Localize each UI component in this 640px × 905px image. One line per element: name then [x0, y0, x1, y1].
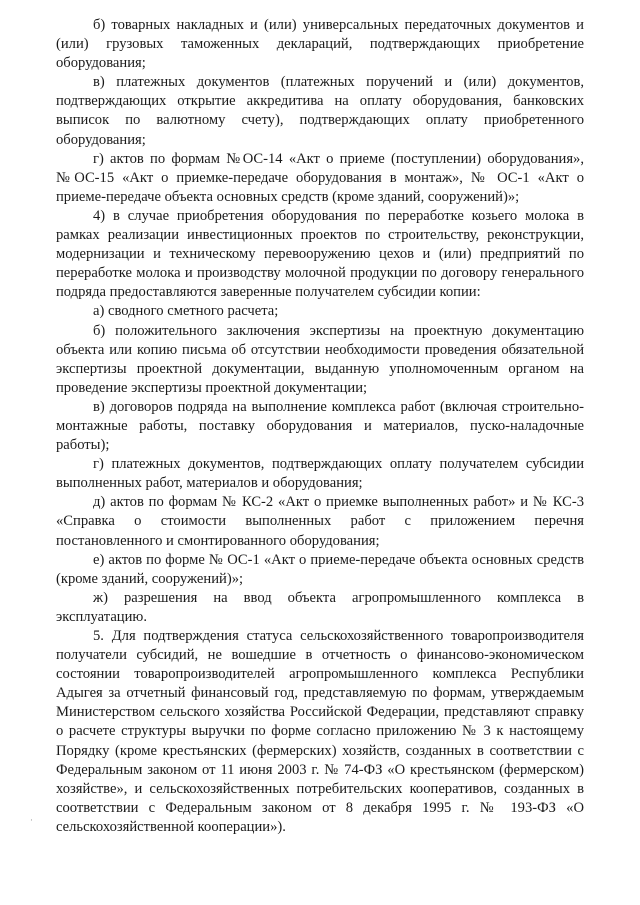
paragraph-b-expertise: б) положительного заключения экспертизы на проектную документацию объекта или копию письма об отсутствии необходимости проведения обязательной экспертизы проектной документации, выданную уполномоченным органом на проведение экспертизы проектной документации; — [56, 322, 584, 396]
paragraph-e-act-os1: е) актов по форме № ОС-1 «Акт о приеме-передаче объекта основных средств (кроме зданий, сооружений)»; — [56, 551, 584, 587]
paragraph-g-payment-works: г) платежных документов, подтверждающих оплату получателем субсидии выполненных работ, материалов и оборудования; — [56, 456, 584, 492]
scan-speck: · — [30, 816, 33, 826]
paragraph-v-contracts: в) договоров подряда на выполнение комплекса работ (включая строительно-монтажные работы, поставку оборудования и материалов, пуско-наладочные работы); — [56, 398, 584, 454]
paragraph-4-general-contract: 4) в случае приобретения оборудования по переработке козьего молока в рамках реализации инвестиционных проектов по строительству, реконструкции, модернизации и техническому перевооружению цехов и (или) предприятий по переработке молока и производству молочной продукции по договору генерального подряда предоставляются заверенные получателем субсидии копии: — [56, 207, 584, 301]
paragraph-5-status-confirmation: 5. Для подтверждения статуса сельскохозяйственного товаропроизводителя получатели субсидий, не вошедшие в отчетность о финансово-экономическом состоянии товаропроизводителей агропромышленного комплекса Республики Адыгея за отчетный финансовый год, представляемую по формам, утверждаемым Министерством сельского хозяйства Российской Федерации, представляют справку о расчете структуры выручки по форме согласно приложению № 3 к настоящему Порядку (кроме крестьянских (фермерских) хозяйств, созданных в соответствии с Федеральным законом от 11 июня 2003 г. № 74-ФЗ «О крестьянском (фермерском) хозяйстве», и сельскохозяйственных потребительских кооперативов, созданных в соответствии с Федеральным законом от 8 декабря 1995 г. № 193-ФЗ «О сельскохозяйственной кооперации»). — [56, 628, 584, 835]
paragraph-b-invoices: б) товарных накладных и (или) универсальных передаточных документов и (или) грузовых таможенных деклараций, подтверждающих приобретение оборудования; — [56, 17, 584, 72]
paragraph-g-acts-os: г) актов по формам №ОС-14 «Акт о приеме (поступлении) оборудования», №ОС-15 «Акт о приемке-передаче оборудования в монтаж», № ОС-1 «Акт о приеме-передаче объекта основных средств (кроме зданий, сооружений)»; — [56, 150, 584, 205]
paragraph-zh-permit: ж) разрешения на ввод объекта агропромышленного комплекса в эксплуатацию. — [56, 589, 584, 625]
paragraph-v-payment-documents: в) платежных документов (платежных поручений и (или) документов, подтверждающих открытие аккредитива на оплату оборудования, банковских выписок по валютному счету), подтверждающих оплату приобретенного оборудования; — [56, 74, 584, 148]
document-body — [56, 16, 584, 837]
paragraph-d-acts-ks: д) актов по формам № КС-2 «Акт о приемке выполненных работ» и № КС-3 «Справка о стоимости выполненных работ с приложением перечня постановленного и смонтированного оборудования; — [56, 494, 584, 549]
paragraph-a-estimate: а) сводного сметного расчета; — [93, 303, 279, 320]
